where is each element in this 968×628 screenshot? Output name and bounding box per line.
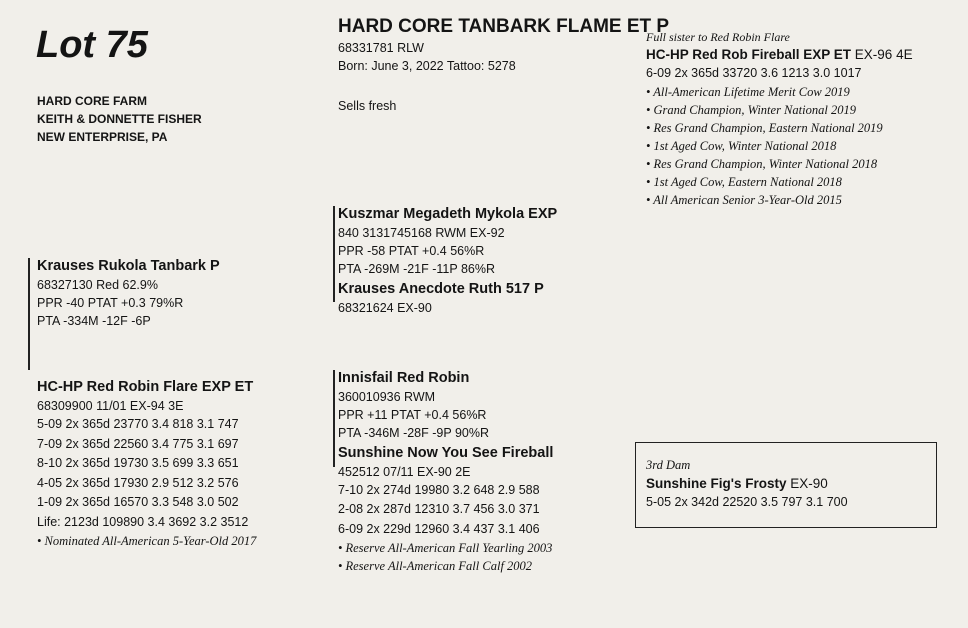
third-dam-name-line: [646, 474, 848, 493]
consignor: [37, 92, 202, 146]
sister-honor: • Res Grand Champion, Winter National 2018: [646, 157, 878, 171]
animal-name: HARD CORE TANBARK FLAME ET P: [338, 16, 670, 37]
sister-name-line: [646, 45, 913, 64]
sire-side-bracket: [333, 206, 335, 302]
sire-pta: PTA -334M -12F -6P: [37, 314, 151, 329]
dam-sire-block: [338, 368, 553, 575]
animal-birth: Born: June 3, 2022 Tattoo: 5278: [338, 59, 516, 74]
animal-id: 68331781 RLW: [338, 41, 424, 55]
sister-honor: • All American Senior 3-Year-Old 2015: [646, 193, 842, 207]
dam-sire-id: 360010936 RWM: [338, 390, 436, 404]
dam-record: 7-09 2x 365d 22560 3.4 775 3.1 697: [37, 436, 239, 451]
consignor-farm: HARD CORE FARM: [37, 94, 147, 108]
dam-dam-record: 2-08 2x 287d 12310 3.7 456 3.0 371: [338, 502, 540, 517]
sister-score: EX-96 4E: [851, 47, 913, 62]
dam-dam-record: 7-10 2x 274d 19980 3.2 648 2.9 588: [338, 482, 540, 497]
sire-name: Krauses Rukola Tanbark P: [37, 258, 220, 274]
sister-honor: • Res Grand Champion, Eastern National 2019: [646, 121, 883, 135]
sire-sire-id: 840 3131745168 RWM EX-92: [338, 226, 505, 240]
dam-side-bracket: [333, 370, 335, 467]
third-dam-name: Sunshine Fig's Frosty: [646, 476, 787, 491]
dam-record: 4-05 2x 365d 17930 2.9 512 3.2 576: [37, 475, 239, 490]
dam-record: 5-09 2x 365d 23770 3.4 818 3.1 747: [37, 417, 239, 432]
third-dam-label: 3rd Dam: [646, 458, 691, 472]
dam-dam-name: Sunshine Now You See Fireball: [338, 444, 554, 461]
sire-dam-id: 68321624 EX-90: [338, 300, 432, 315]
sister-honor: • 1st Aged Cow, Eastern National 2018: [646, 175, 842, 189]
sire-sire-block: [338, 204, 557, 317]
sire-sire-pta: PTA -269M -21F -11P 86%R: [338, 262, 496, 277]
sister-name: HC-HP Red Rob Fireball EXP ET: [646, 47, 852, 62]
dam-record: 1-09 2x 365d 16570 3.3 548 3.0 502: [37, 495, 239, 510]
dam-lifetime: Life: 2123d 109890 3.4 3692 3.2 3512: [37, 514, 249, 529]
dam-note: • Nominated All-American 5-Year-Old 2017: [37, 534, 257, 549]
sire-block: [37, 256, 220, 331]
sire-sire-name: Kuszmar Megadeth Mykola EXP: [338, 206, 558, 222]
dam-record: 8-10 2x 365d 19730 3.5 699 3.3 651: [37, 456, 239, 471]
sister-record: 6-09 2x 365d 33720 3.6 1213 3.0 1017: [646, 66, 862, 80]
dam-dam-record: 6-09 2x 229d 12960 3.4 437 3.1 406: [338, 521, 540, 536]
animal-status: Sells fresh: [338, 99, 397, 114]
third-dam-record: 5-05 2x 342d 22520 3.5 797 3.1 700: [646, 495, 848, 509]
sister-block: [646, 30, 913, 209]
lot-number: Lot 75: [36, 24, 148, 66]
sister-note: Full sister to Red Robin Flare: [646, 30, 790, 44]
dam-name: HC-HP Red Robin Flare EXP ET: [37, 379, 254, 395]
sire-dam-name: Krauses Anecdote Ruth 517 P: [338, 280, 544, 297]
dam-sire-ppr: PPR +11 PTAT +0.4 56%R: [338, 408, 487, 423]
animal-block: [338, 16, 669, 116]
sister-honor: • All-American Lifetime Merit Cow 2019: [646, 85, 850, 99]
dam-block: [37, 377, 256, 550]
sister-honor: • 1st Aged Cow, Winter National 2018: [646, 139, 837, 153]
sire-sire-ppr: PPR -58 PTAT +0.4 56%R: [338, 244, 485, 259]
sire-id: 68327130 Red 62.9%: [37, 278, 158, 292]
consignor-location: NEW ENTERPRISE, PA: [37, 130, 168, 144]
dam-dam-id: 452512 07/11 EX-90 2E: [338, 464, 471, 479]
consignor-owners: KEITH & DONNETTE FISHER: [37, 112, 202, 126]
sister-honor: • Grand Champion, Winter National 2019: [646, 103, 856, 117]
dam-dam-note: • Reserve All-American Fall Calf 2002: [338, 559, 533, 574]
dam-sire-name: Innisfail Red Robin: [338, 370, 470, 386]
sire-bracket: [28, 258, 30, 370]
dam-dam-note: • Reserve All-American Fall Yearling 2003: [338, 541, 553, 556]
third-dam-box: [635, 442, 937, 528]
sire-ppr: PPR -40 PTAT +0.3 79%R: [37, 296, 184, 311]
third-dam-score: EX-90: [786, 476, 828, 491]
dam-id: 68309900 11/01 EX-94 3E: [37, 399, 184, 413]
dam-sire-pta: PTA -346M -28F -9P 90%R: [338, 426, 489, 441]
